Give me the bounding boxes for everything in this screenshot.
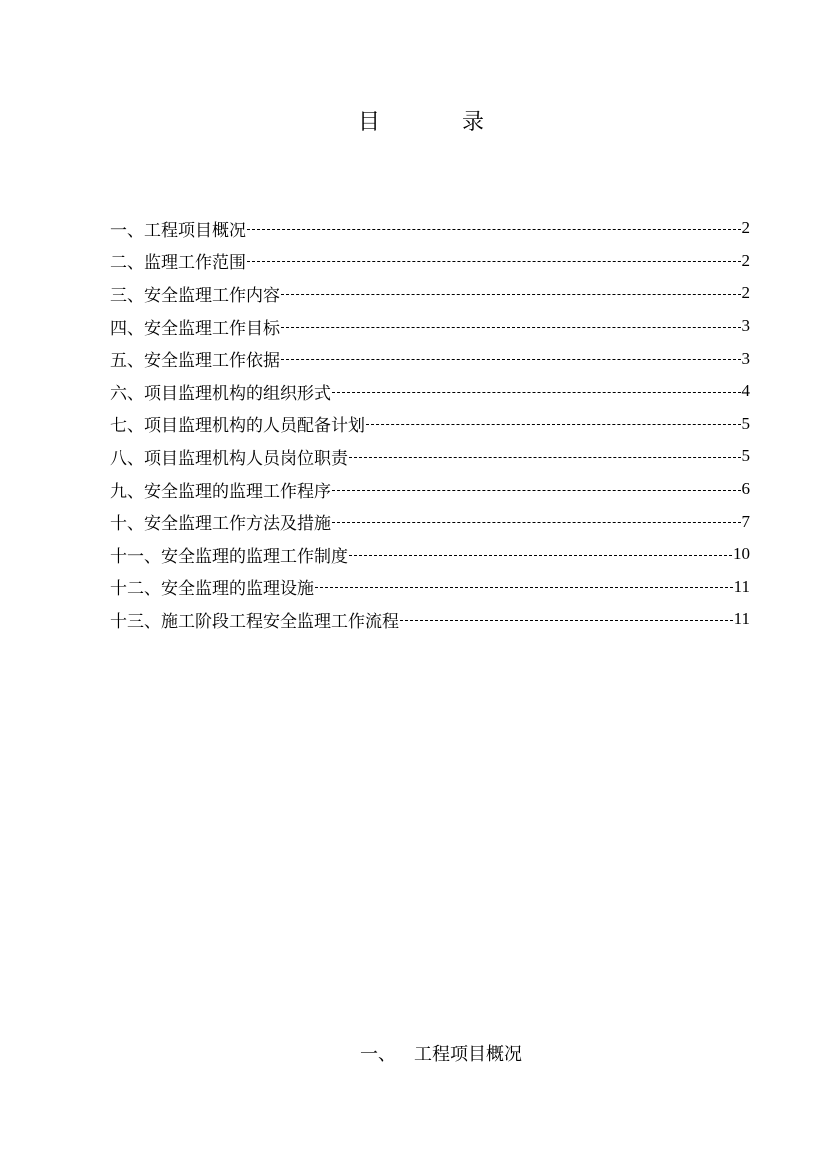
toc-entry-label: 十二、安全监理的监理设施 bbox=[110, 579, 314, 600]
toc-entry[interactable] bbox=[110, 375, 750, 408]
toc-entry-page: 11 bbox=[733, 576, 750, 596]
toc-entry-label: 三、安全监理工作内容 bbox=[110, 285, 280, 306]
toc-entry-label: 八、项目监理机构人员岗位职责 bbox=[110, 448, 348, 469]
toc-entry[interactable] bbox=[110, 440, 750, 473]
toc-entry-page: 10 bbox=[733, 544, 750, 564]
toc-entry-label: 九、安全监理的监理工作程序 bbox=[110, 481, 331, 502]
toc-entry[interactable] bbox=[110, 505, 750, 538]
toc-entry-label: 二、监理工作范围 bbox=[110, 253, 246, 274]
toc-leader-line bbox=[281, 327, 741, 328]
toc-entry[interactable] bbox=[110, 277, 750, 310]
toc-entry[interactable] bbox=[110, 571, 750, 604]
toc-leader-line bbox=[400, 620, 733, 621]
toc-entry-page: 3 bbox=[741, 316, 750, 336]
toc-entry[interactable] bbox=[110, 603, 750, 636]
toc-entry-page: 4 bbox=[741, 381, 750, 401]
toc-entry-label: 六、项目监理机构的组织形式 bbox=[110, 383, 331, 404]
toc-leader-line bbox=[247, 261, 741, 262]
toc-entry[interactable] bbox=[110, 245, 750, 278]
toc-entry-page: 2 bbox=[741, 250, 750, 270]
toc-entry-label: 五、安全监理工作依据 bbox=[110, 351, 280, 372]
toc-leader-line bbox=[247, 229, 741, 230]
toc-leader-line bbox=[281, 359, 741, 360]
toc-leader-line bbox=[281, 294, 741, 295]
toc-entry-label: 十、安全监理工作方法及措施 bbox=[110, 514, 331, 535]
section-heading bbox=[360, 1040, 522, 1070]
toc-list bbox=[110, 212, 750, 636]
toc-title bbox=[0, 106, 827, 140]
toc-entry[interactable] bbox=[110, 408, 750, 441]
toc-leader-line bbox=[315, 587, 733, 588]
toc-leader-line bbox=[332, 490, 741, 491]
toc-entry-page: 11 bbox=[733, 609, 750, 629]
section-number: 一、 bbox=[360, 1044, 396, 1065]
toc-leader-line bbox=[332, 392, 741, 393]
toc-leader-line bbox=[349, 457, 741, 458]
toc-entry-page: 5 bbox=[741, 413, 750, 433]
toc-leader-line bbox=[366, 424, 741, 425]
toc-title-char-2: 录 bbox=[462, 110, 485, 135]
toc-entry[interactable] bbox=[110, 310, 750, 343]
toc-leader-line bbox=[349, 555, 732, 556]
toc-entry-page: 2 bbox=[741, 218, 750, 238]
toc-entry[interactable] bbox=[110, 473, 750, 506]
section-title: 工程项目概况 bbox=[414, 1044, 522, 1065]
toc-entry-label: 十一、安全监理的监理工作制度 bbox=[110, 546, 348, 567]
toc-entry-page: 3 bbox=[741, 348, 750, 368]
toc-entry-page: 2 bbox=[741, 283, 750, 303]
toc-entry-label: 一、工程项目概况 bbox=[110, 220, 246, 241]
toc-entry-label: 十三、施工阶段工程安全监理工作流程 bbox=[110, 611, 399, 632]
toc-entry-page: 7 bbox=[741, 511, 750, 531]
toc-entry[interactable] bbox=[110, 538, 750, 571]
toc-leader-line bbox=[332, 522, 741, 523]
toc-entry[interactable] bbox=[110, 342, 750, 375]
toc-entry-label: 四、安全监理工作目标 bbox=[110, 318, 280, 339]
toc-entry-page: 6 bbox=[741, 479, 750, 499]
toc-entry-page: 5 bbox=[741, 446, 750, 466]
toc-entry[interactable] bbox=[110, 212, 750, 245]
toc-entry-label: 七、项目监理机构的人员配备计划 bbox=[110, 416, 365, 437]
toc-title-char-1: 目 bbox=[358, 110, 381, 135]
